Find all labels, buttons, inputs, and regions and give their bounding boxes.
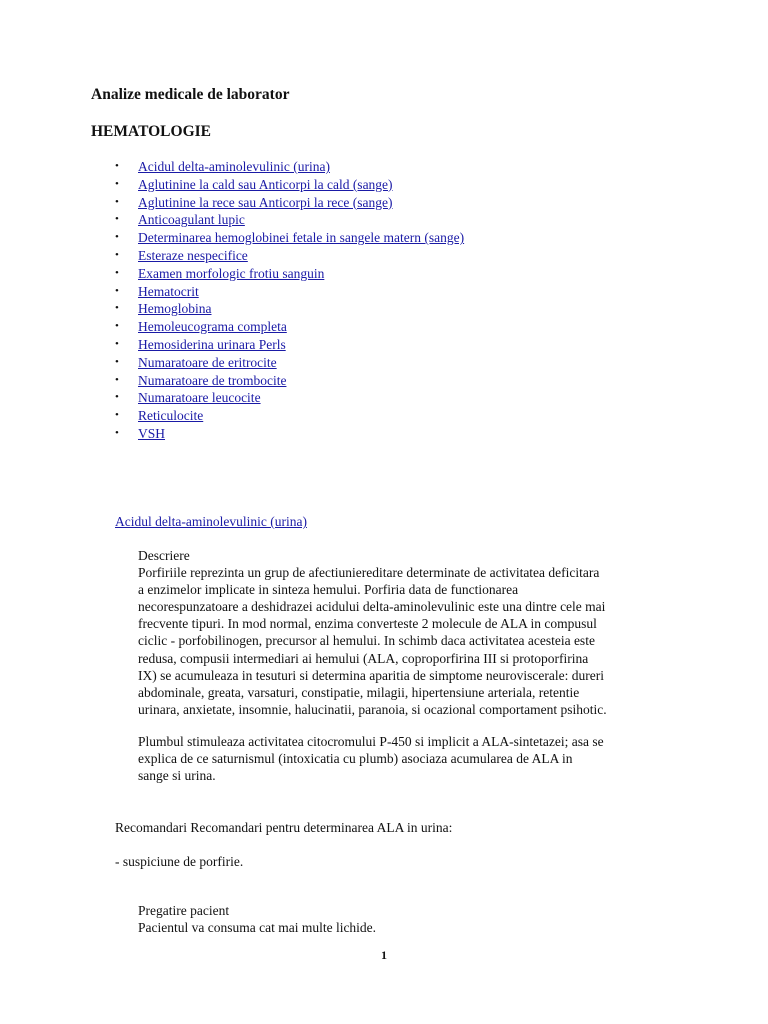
- test-link[interactable]: Acidul delta-aminolevulinic (urina): [138, 159, 330, 174]
- list-item: [114, 354, 464, 372]
- bullet-icon: •: [115, 231, 119, 244]
- description-line: urinara, anxietate, insomnie, halucinatii, paranoia, si ocazional comportament psihotic.: [138, 701, 607, 717]
- list-item: [114, 336, 464, 354]
- test-link[interactable]: Hemoleucograma completa: [138, 319, 287, 335]
- list-item: [114, 211, 464, 229]
- bullet-icon: •: [115, 160, 119, 172]
- bullet-icon: •: [115, 266, 119, 279]
- lead-line: sange si urina.: [138, 768, 216, 784]
- description-line: abdominale, greata, varsaturi, constipatie, milagii, hipertensiune arteriala, retentie: [138, 684, 580, 700]
- description-label: Descriere: [138, 548, 190, 563]
- description-block: [138, 547, 683, 718]
- list-item: [114, 176, 464, 194]
- lead-line: Plumbul stimuleaza activitatea citocromului P-450 si implicit a ALA-sintetazei; asa se: [138, 734, 604, 749]
- list-item: [114, 318, 464, 336]
- bullet-icon: •: [115, 391, 119, 404]
- list-item: [114, 265, 464, 283]
- bullet-icon: •: [115, 409, 119, 422]
- bullet-icon: •: [115, 177, 119, 190]
- test-link[interactable]: Aglutinine la rece sau Anticorpi la rece (sange): [138, 194, 393, 210]
- lead-line: explica de ce saturnismul (intoxicatia cu plumb) asociaza acumularea de ALA in: [138, 751, 573, 767]
- bullet-icon: •: [115, 337, 119, 350]
- document-title: Analize medicale de laborator: [91, 86, 290, 103]
- list-item: [114, 283, 464, 301]
- test-link[interactable]: Esteraze nespecifice: [138, 247, 248, 263]
- patient-preparation-block: [138, 902, 683, 936]
- recommendations-heading: Recomandari Recomandari pentru determinarea ALA in urina:: [115, 820, 453, 835]
- test-link[interactable]: Reticulocite: [138, 408, 204, 424]
- test-link[interactable]: Numaratoare leucocite: [138, 390, 261, 406]
- test-anchor-heading[interactable]: Acidul delta-aminolevulinic (urina): [115, 514, 307, 529]
- preparation-text: Pacientul va consuma cat mai multe lichide.: [138, 920, 377, 936]
- list-item: [114, 300, 464, 318]
- test-link[interactable]: Aglutinine la cald sau Anticorpi la cald (sange): [138, 176, 393, 192]
- list-item: [114, 194, 464, 212]
- list-item: [114, 229, 464, 247]
- list-item: [114, 372, 464, 390]
- list-item: [114, 389, 464, 407]
- description-line: ciclic - porfobilinogen, precursor al hemului. In schimb daca activitatea acesteia este: [138, 633, 595, 649]
- bullet-icon: •: [115, 373, 119, 386]
- list-item: [114, 407, 464, 425]
- test-link[interactable]: Anticoagulant lupic: [138, 212, 245, 228]
- bullet-icon: •: [115, 195, 119, 208]
- bullet-icon: •: [115, 284, 119, 297]
- test-index-list: [114, 158, 464, 443]
- bullet-icon: •: [115, 355, 119, 368]
- list-item: [114, 158, 464, 176]
- section-title: HEMATOLOGIE: [91, 123, 212, 140]
- bullet-icon: •: [115, 248, 119, 261]
- bullet-icon: •: [115, 302, 119, 315]
- test-link[interactable]: Hemoglobina: [138, 301, 212, 317]
- lead-paragraph: [138, 733, 683, 784]
- description-line: redusa, compusii intermediari ai hemului (ALA, coproporfirina III si protoporfirina: [138, 650, 589, 666]
- bullet-icon: •: [115, 213, 119, 226]
- test-link[interactable]: VSH: [138, 425, 166, 441]
- test-link[interactable]: Hemosiderina urinara Perls: [138, 336, 286, 352]
- recommendation-item: - suspiciune de porfirie.: [115, 854, 244, 869]
- preparation-label: Pregatire pacient: [138, 903, 230, 918]
- page-number: 1: [381, 948, 387, 962]
- description-line: a enzimelor implicate in sinteza hemului. Porfiria data de functionarea: [138, 582, 519, 598]
- bullet-icon: •: [115, 426, 119, 439]
- list-item: [114, 247, 464, 265]
- test-link[interactable]: Numaratoare de eritrocite: [138, 354, 277, 370]
- test-link[interactable]: Examen morfologic frotiu sanguin: [138, 265, 325, 281]
- test-link[interactable]: Hematocrit: [138, 283, 199, 299]
- list-item: [114, 425, 464, 443]
- test-link[interactable]: Determinarea hemoglobinei fetale in sangele matern (sange): [138, 230, 465, 246]
- bullet-icon: •: [115, 320, 119, 333]
- description-line: necorespunzatoare a deshidrazei acidului delta-aminolevulinic este una dintre cele mai: [138, 599, 606, 615]
- description-line: Porfiriile reprezinta un grup de afectiuniereditare determinate de activitatea deficitara: [138, 565, 600, 581]
- description-line: frecvente tipuri. In mod normal, enzima converteste 2 molecule de ALA in compusul: [138, 616, 597, 632]
- description-line: IX) se acumuleaza in tesuturi si determina aparitia de simptome neuroviscerale: dureri: [138, 667, 604, 683]
- test-link[interactable]: Numaratoare de trombocite: [138, 372, 287, 388]
